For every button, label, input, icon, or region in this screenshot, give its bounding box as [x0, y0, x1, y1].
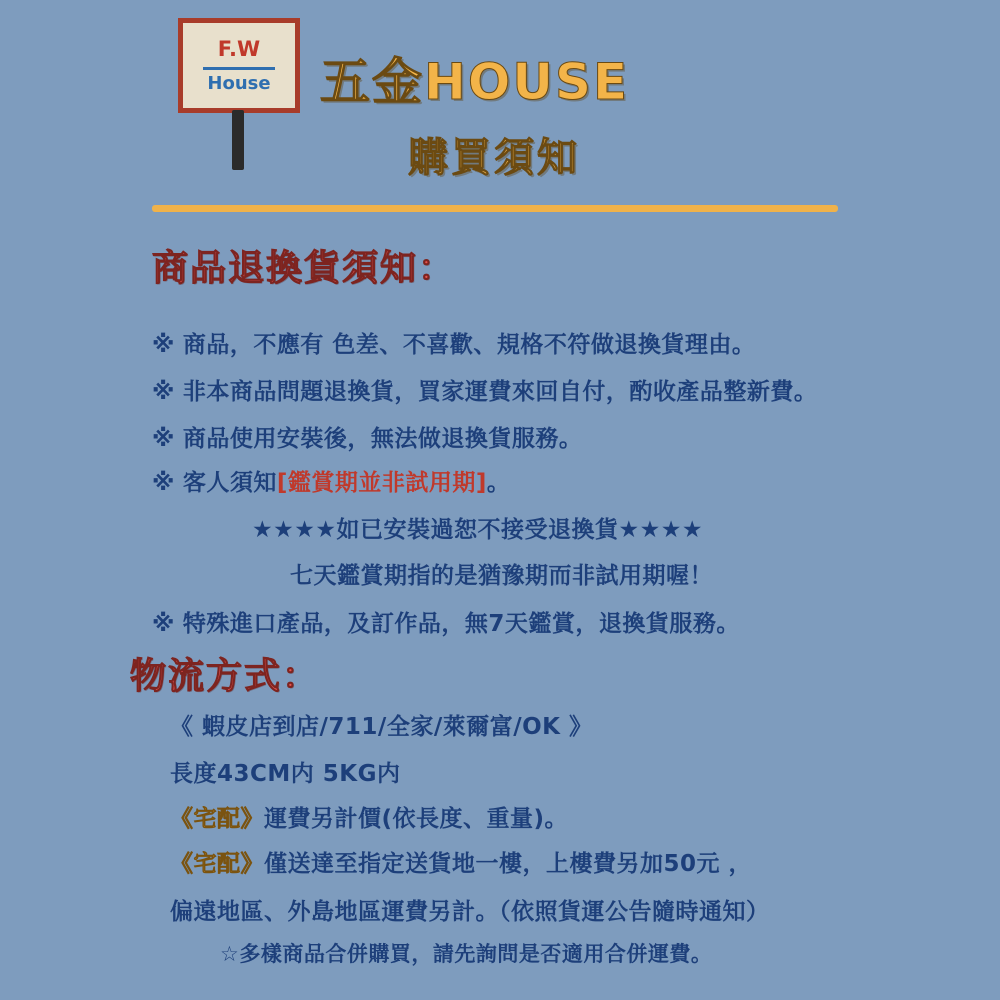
logistics-line-2-text: 長度43CM内 5KG内: [170, 761, 401, 787]
returns-center-note-1: ★★★★如已安裝過恕不接受退換貨★★★★: [252, 517, 703, 543]
returns-item-5-text: 特殊進口產品，及訂作品，無7天鑑賞，退換貨服務。: [182, 611, 740, 637]
returns-item-4-highlight: [鑑賞期並非試用期]: [276, 470, 487, 496]
returns-item-4-suffix: 。: [486, 470, 511, 496]
logistics-line-3-tag: 《宅配》: [170, 806, 264, 832]
bullet-mark-icon: ※: [152, 611, 175, 637]
logistics-line-1-text: 《 蝦皮店到店/711/全家/萊爾富/OK 》: [170, 714, 593, 740]
logistics-line-5-text: 偏遠地區、外島地區運費另計。（依照貨運公告隨時通知）: [170, 899, 770, 925]
sign-post: [232, 110, 244, 170]
sign-divider: [203, 67, 275, 70]
returns-item-2-text: 非本商品問題退換貨，買家運費來回自付，酌收產品整新費。: [182, 379, 818, 405]
page-subtitle: 購買須知: [408, 135, 580, 181]
logistics-line-3: [170, 800, 568, 833]
logistics-line-6-text: ☆多樣商品合併購買，請先詢問是否適用合併運費。: [220, 942, 713, 966]
returns-section-heading: 商品退換貨須知：: [152, 248, 457, 289]
page-header: [0, 0, 1000, 200]
logistics-line-1: [170, 708, 593, 741]
logistics-line-2: [170, 755, 401, 788]
logistics-line-4: [170, 845, 752, 878]
returns-item-3-text: 商品使用安裝後，無法做退換貨服務。: [182, 426, 583, 452]
returns-item-4-prefix: 客人須知: [182, 470, 277, 496]
logistics-line-4-text: 僅送達至指定送貨地一樓，上樓費另加50元 ，: [264, 851, 753, 877]
fw-house-sign-logo: [178, 18, 300, 113]
logistics-section-heading: 物流方式：: [130, 656, 321, 697]
bullet-mark-icon: ※: [152, 470, 175, 496]
returns-center-note-2: 七天鑑賞期指的是猶豫期而非試用期喔！: [290, 563, 713, 589]
returns-item-4: [152, 464, 510, 497]
returns-item-5: [152, 605, 740, 638]
logistics-line-3-text: 運費另計價(依長度、重量)。: [264, 806, 569, 832]
returns-item-3: [152, 420, 582, 453]
sign-bottom-text: House: [207, 72, 271, 94]
header-divider: [152, 205, 838, 212]
returns-item-2: [152, 373, 817, 406]
returns-item-1: [152, 326, 755, 359]
page-title: 五金HOUSE: [320, 53, 630, 111]
bullet-mark-icon: ※: [152, 426, 175, 452]
returns-item-1-text: 商品，不應有 色差、不喜歡、規格不符做退換貨理由。: [182, 332, 756, 358]
logistics-line-4-tag: 《宅配》: [170, 851, 264, 877]
bullet-mark-icon: ※: [152, 379, 175, 405]
logistics-line-5: [170, 893, 770, 926]
sign-top-text: F.W: [217, 36, 261, 61]
logistics-line-6: [220, 938, 712, 968]
bullet-mark-icon: ※: [152, 332, 175, 358]
